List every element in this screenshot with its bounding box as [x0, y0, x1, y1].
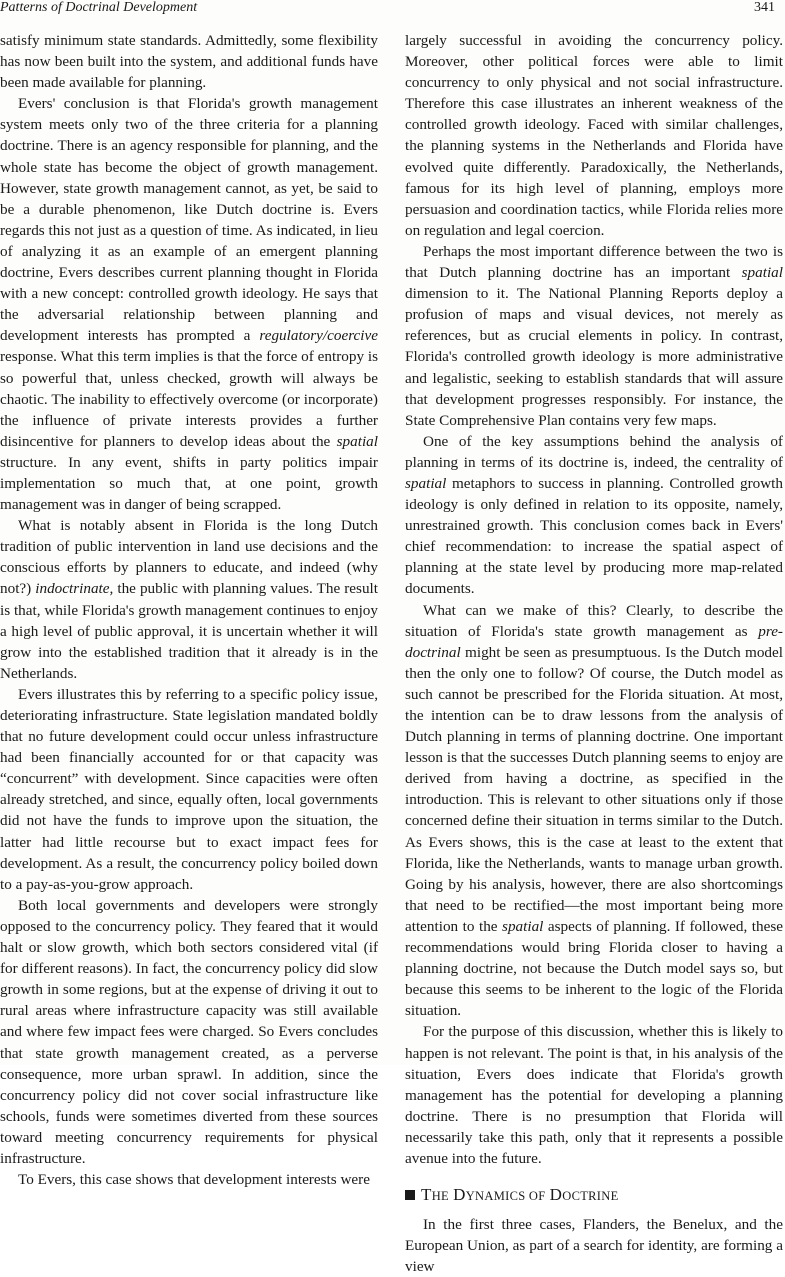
square-bullet-icon	[405, 1190, 415, 1200]
italic-emphasis: spatial	[405, 474, 447, 492]
italic-emphasis: spatial	[502, 917, 544, 935]
heading-word: DOCTRINE	[549, 1185, 619, 1205]
paragraph: largely successful in avoiding the concurrency policy. Moreover, other political forces were able to limit concurrency to only physical and not social infrastructure. Therefore this case illustrates an inherent weakness of the controlled growth ideology. Faced with similar challenges, the planning systems in the Netherlands and Florida have evolved quite differently. Paradoxically, the Netherlands, famous for its high level of planning, employs more persuasion and coordination tactics, while Florida relies more on regulation and legal coercion.	[405, 32, 783, 239]
heading-word: THE	[421, 1185, 449, 1205]
section-heading	[405, 1185, 783, 1206]
italic-emphasis: regulatory/coercive	[259, 327, 378, 345]
italic-emphasis: spatial	[336, 432, 378, 450]
paragraph: satisfy minimum state standards. Admittedly, some flexibility has now been built into the system, and additional funds have been made available for planning.	[0, 32, 378, 92]
paragraph: For the purpose of this discussion, whether this is likely to happen is not relevant. The point is that, in his analysis of the situation, Evers does indicate that Florida's growth management has the potential for developing a planning doctrine. There is no presumption that Florida will necessarily take this path, only that it represents a possible avenue into the future.	[405, 1023, 783, 1167]
paragraph: Evers illustrates this by referring to a specific policy issue, deteriorating infrastructure. State legislation mandated boldly that no future development could occur unless infrastructure had been financially accounted for or that capacity was “concurrent” with development. Since capacities were often already stretched, and since, equally often, local governments did not have the funds to improve upon the situation, the latter had little recourse but to exact impact fees for development. As a result, the concurrency policy boiled down to a pay-as-you-grow approach.	[0, 685, 378, 893]
paragraph: To Evers, this case shows that development interests were	[18, 1171, 370, 1189]
running-title: Patterns of Doctrinal Development	[0, 0, 198, 15]
paragraph: In the first three cases, Flanders, the Benelux, and the European Union, as part of a search for identity, are forming a view	[405, 1216, 783, 1276]
paragraph: What is notably absent in Florida is the long Dutch tradition of public intervention in land use decisions and the conscious efforts by planners to educate, and indeed (why not?) indoctrinate, the public with planning values. The result is that, while Florida's growth management continues to enjoy a high level of public approval, it is uncertain whether it will grow into the established tradition that it already is in the Netherlands.	[0, 517, 378, 682]
italic-emphasis: pre-doctrinal	[405, 622, 783, 661]
italic-emphasis: indoctrinate,	[35, 580, 114, 598]
paragraph: One of the key assumptions behind the analysis of planning in terms of its doctrine is, indeed, the centrality of spatial metaphors to success in planning. Controlled growth ideology is only defined in relation to its opposite, namely, unrestrained growth. This conclusion comes back in Evers' chief recommendation: to increase the spatial aspect of planning at the state level by producing more map-related documents.	[405, 432, 783, 598]
page-number: 341	[754, 0, 775, 15]
paragraph: Perhaps the most important difference between the two is that Dutch planning doctrine has an important spatial dimension to it. The National Planning Reports deploy a profusion of maps and visual devices, not merely as references, but as crucial elements in policy. In contrast, Florida's controlled growth ideology is more administrative and legalistic, seeking to establish standards that will assure that development progresses responsibly. For instance, the State Comprehensive Plan contains very few maps.	[405, 242, 783, 429]
running-head	[0, 0, 775, 18]
paragraph: Both local governments and developers were strongly opposed to the concurrency policy. They feared that it would halt or slow growth, which both sectors considered vital (if for different reasons). In fact, the concurrency policy did slow growth in some regions, but at the expense of driving it out to rural areas where infrastructure capacity was still available and where few impact fees were charged. So Evers concludes that state growth management created, as a perverse consequence, more urban sprawl. In addition, since the concurrency policy did not cover social infrastructure like schools, funds were sometimes diverted from these sources toward meeting concurrency requirements for physical infrastructure.	[0, 896, 378, 1167]
left-column	[0, 30, 378, 1190]
right-column	[405, 30, 783, 1277]
paragraph: Evers' conclusion is that Florida's growth management system meets only two of the three criteria for a planning doctrine. There is an agency responsible for planning, and the whole state has become the object of growth management. However, state growth management cannot, as yet, be said to be a durable phenomenon, like Dutch doctrine is. Evers regards this not just as a question of time. As indicated, in lieu of analyzing it as an example of an emergent planning doctrine, Evers describes current planning thought in Florida with a new concept: controlled growth ideology. He says that the adversarial relationship between planning and development interests has prompted a regulatory/coercive response. What this term implies is that the force of entropy is so powerful that, unless checked, growth will always be chaotic. The inability to effectively overcome (or incorporate) the influence of private interests provides a further disincentive for planners to develop ideas about the spatial structure. In any event, shifts in party politics impair implementation so much that, at one point, growth management was in danger of being scrapped.	[0, 95, 378, 514]
italic-emphasis: spatial	[741, 264, 783, 282]
paragraph: What can we make of this? Clearly, to describe the situation of Florida's state growth management as pre-doctrinal might be seen as presumptuous. Is the Dutch model then the only one to follow? Of course, the Dutch model as such cannot be prescribed for the Florida situation. At most, the intention can be to draw lessons from the analysis of Dutch planning in terms of planning doctrine. One important lesson is that the successes Dutch planning seems to enjoy are derived from having a doctrine, as specified in the introduction. This is relevant to other situations only if those concerned define their situation in terms similar to the Dutch. As Evers shows, this is the case at least to the extent that Florida, like the Netherlands, wants to manage urban growth. Going by his analysis, however, there are also shortcomings that need to be rectified—the most important being more attention to the spatial aspects of planning. If followed, these recommendations would bring Florida closer to having a planning doctrine, not because the Dutch model says so, but because this seems to be inherent to the logic of the Florida situation.	[405, 601, 783, 1020]
heading-word: DYNAMICS OF	[453, 1185, 546, 1205]
